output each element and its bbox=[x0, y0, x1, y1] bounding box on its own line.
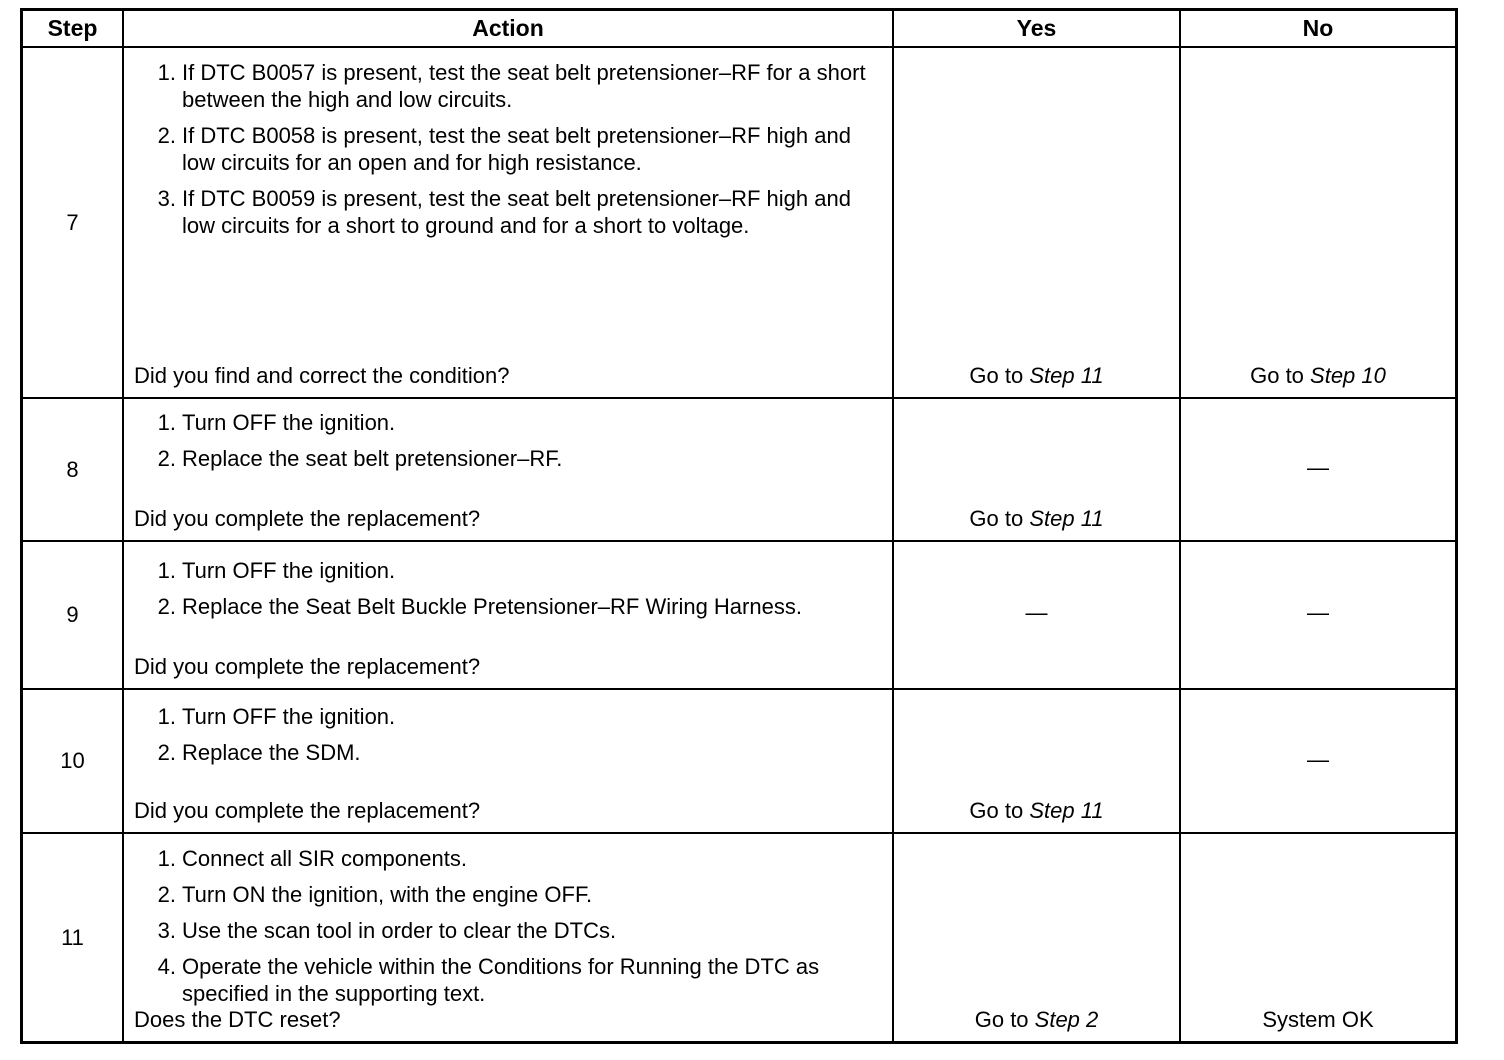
diagnostic-table bbox=[20, 8, 1458, 1044]
yes-result: — bbox=[1025, 600, 1048, 625]
yes-cell bbox=[894, 399, 1179, 540]
action-cell bbox=[124, 690, 892, 832]
yes-result: Go to Step 11 bbox=[969, 506, 1104, 531]
action-item: 4. Operate the vehicle within the Conditions for Running the DTC as specified in the supporting text. bbox=[157, 954, 820, 1006]
yes-result: Go to Step 2 bbox=[974, 1007, 1099, 1032]
action-item: 2. Turn ON the ignition, with the engine OFF. bbox=[157, 882, 593, 907]
step-number: 11 bbox=[61, 925, 84, 950]
header-no: No bbox=[1302, 15, 1334, 41]
no-result: — bbox=[1307, 600, 1329, 625]
step-number: 9 bbox=[66, 602, 79, 627]
action-cell bbox=[124, 834, 892, 1041]
no-result: — bbox=[1307, 455, 1329, 480]
action-item: 2. Replace the seat belt pretensioner–RF. bbox=[157, 446, 563, 471]
action-question: Did you complete the replacement? bbox=[134, 654, 481, 679]
yes-result: Go to Step 11 bbox=[969, 798, 1104, 823]
header-action: Action bbox=[472, 15, 544, 41]
action-question: Does the DTC reset? bbox=[134, 1007, 341, 1032]
action-item: 1. Turn OFF the ignition. bbox=[157, 558, 396, 583]
step-number: 7 bbox=[66, 210, 79, 235]
header-yes: Yes bbox=[1016, 15, 1057, 41]
no-result: — bbox=[1307, 747, 1329, 772]
no-result: Go to Step 10 bbox=[1250, 363, 1386, 388]
header-step: Step bbox=[47, 15, 98, 41]
yes-cell bbox=[894, 690, 1179, 832]
no-cell bbox=[1181, 834, 1455, 1041]
action-item: 1. Turn OFF the ignition. bbox=[157, 704, 396, 729]
action-item: 1. Turn OFF the ignition. bbox=[157, 410, 396, 435]
yes-cell bbox=[894, 48, 1179, 397]
action-item: 1. Connect all SIR components. bbox=[157, 846, 467, 871]
no-cell bbox=[1181, 399, 1455, 540]
action-cell bbox=[124, 48, 892, 397]
no-cell bbox=[1181, 690, 1455, 832]
no-result: System OK bbox=[1262, 1007, 1374, 1032]
action-cell bbox=[124, 399, 892, 540]
action-item: 1. If DTC B0057 is present, test the seat belt pretensioner–RF for a short between the high and low circuits. bbox=[157, 60, 866, 112]
action-question: Did you find and correct the condition? bbox=[134, 363, 510, 388]
action-item: 2. Replace the Seat Belt Buckle Pretensioner–RF Wiring Harness. bbox=[157, 594, 802, 619]
action-question: Did you complete the replacement? bbox=[134, 798, 481, 823]
action-item: 2. If DTC B0058 is present, test the seat belt pretensioner–RF high and low circuits for an open and for high resistance. bbox=[157, 123, 851, 175]
no-cell bbox=[1181, 542, 1455, 688]
yes-cell bbox=[894, 542, 1179, 688]
action-cell bbox=[124, 542, 892, 688]
action-question: Did you complete the replacement? bbox=[134, 506, 481, 531]
action-item: 2. Replace the SDM. bbox=[157, 740, 361, 765]
action-item: 3. If DTC B0059 is present, test the seat belt pretensioner–RF high and low circuits for a short to ground and for a short to voltage. bbox=[157, 186, 851, 238]
no-cell bbox=[1181, 48, 1455, 397]
step-number: 8 bbox=[66, 457, 79, 482]
yes-result: Go to Step 11 bbox=[969, 363, 1104, 388]
yes-cell bbox=[894, 834, 1179, 1041]
action-item: 3. Use the scan tool in order to clear the DTCs. bbox=[157, 918, 617, 943]
step-number: 10 bbox=[60, 748, 85, 773]
